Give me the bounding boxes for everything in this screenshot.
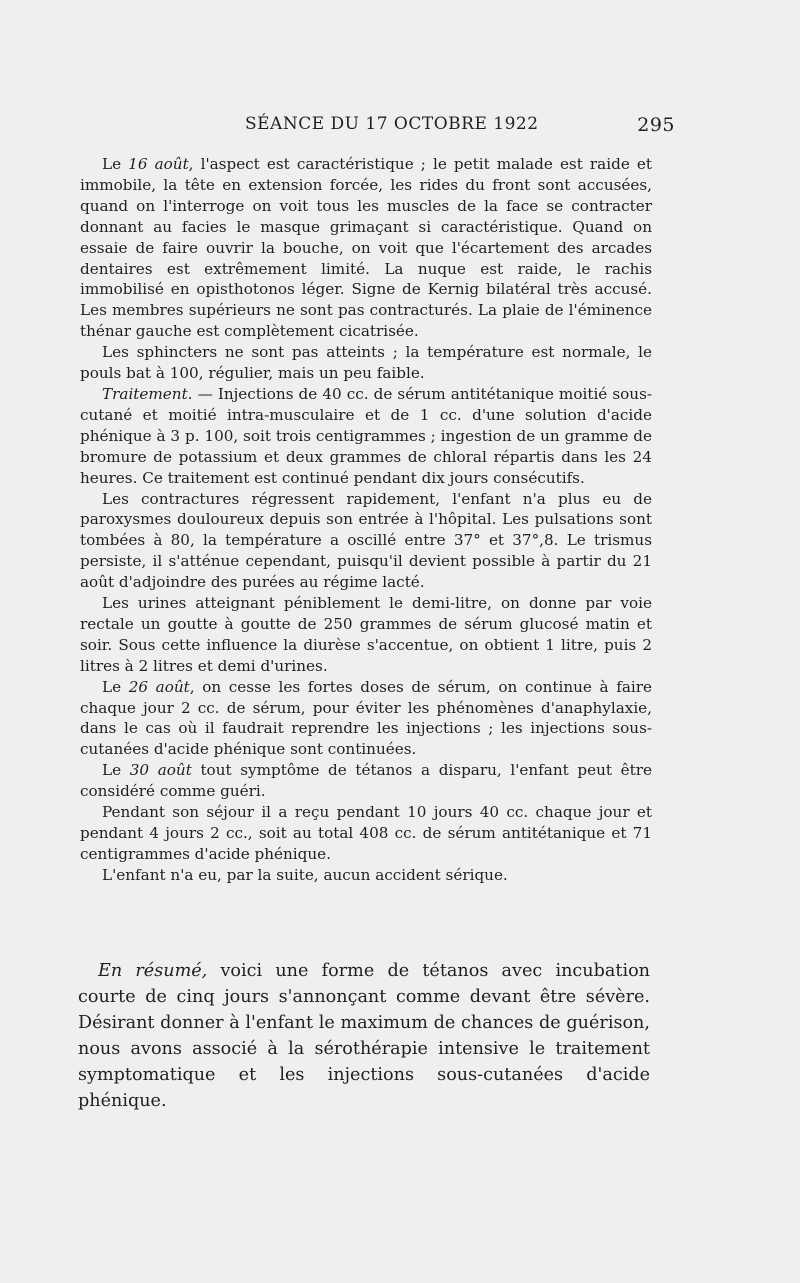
date-emphasis: 30 août [129, 761, 192, 780]
paragraph: Le 30 août tout symptôme de tétanos a disparu, l'enfant peut être considéré comme guéri. [80, 761, 652, 801]
paragraph: Les urines atteignant péniblement le demi-litre, on donne par voie rectale un goutte à goutte de 250 grammes de sérum glucosé matin et soir. Sous cette influence la diurèse s'accentue, on obtient 1 litre, puis 2 litres à 2 litres et demi d'urines. [80, 594, 652, 675]
paragraph: Pendant son séjour il a reçu pendant 10 jours 40 cc. chaque jour et pendant 4 jours 2 cc., soit au total 408 cc. de sérum antitétanique et 71 centigrammes d'acide phénique. [80, 803, 652, 863]
paragraph: Le 16 août, l'aspect est caractéristique ; le petit malade est raide et immobile, la tête en extension forcée, les rides du front sont accusées, quand on l'interroge on voit tous les muscles de la face se contracter donnant au facies le masque grimaçant si caractéristique. Quand on essaie de faire ouvrir la bouche, on voit que l'écartement des arcades dentaires est extrêmement limité. La nuque est raide, le rachis immobilisé en opisthotonos léger. Signe de Kernig bilatéral très accusé. Les membres supérieurs ne sont pas contracturés. La plaie de l'éminence thénar gauche est complètement cicatrisée. [80, 155, 652, 341]
header-title: SÉANCE DU 17 OCTOBRE 1922 [245, 114, 539, 134]
case-report-text [80, 154, 652, 886]
paragraph: Le 26 août, on cesse les fortes doses de sérum, on continue à faire chaque jour 2 cc. de sérum, pour éviter les phénomènes d'anaphylaxie, dans le cas où il faudrait reprendre les injections ; les injections sous-cutanées d'acide phénique sont continuées. [80, 677, 652, 759]
page-number: 295 [637, 114, 675, 136]
summary-text [78, 958, 650, 1114]
paragraph: L'enfant n'a eu, par la suite, aucun accident sérique. [102, 865, 508, 884]
summary-paragraph: En résumé, voici une forme de tétanos avec incubation courte de cinq jours s'annonçant comme devant être sévère. Désirant donner à l'enfant le maximum de chances de guérison, nous avons associé à la sérothérapie intensive le traitement symptomatique et les injections sous-cutanées d'acide phénique. [78, 961, 650, 1111]
date-emphasis: 16 août [128, 155, 189, 173]
section-emphasis: Traitement. [102, 384, 193, 403]
date-emphasis: 26 août [128, 677, 190, 696]
paragraph: Traitement. — Injections de 40 cc. de sérum antitétanique moitié sous-cutané et moitié intra-musculaire et de 1 cc. d'une solution d'acide phénique à 3 p. 100, soit trois centigrammes ; ingestion de un gramme de bromure de potassium et deux grammes de chloral répartis dans les 24 heures. Ce traitement est continué pendant dix jours consécutifs. [80, 384, 652, 487]
paragraph: Les contractures régressent rapidement, l'enfant n'a plus eu de paroxysmes douloureux depuis son entrée à l'hôpital. Les pulsations sont tombées à 80, la température a oscillé entre 37° et 37°,8. Le trismus persiste, il s'atténue cependant, puisqu'il devient possible à partir du 21 août d'adjoindre des purées au régime lacté. [80, 489, 652, 592]
paragraph: Les sphincters ne sont pas atteints ; la température est normale, le pouls bat à 100, régulier, mais un peu faible. [80, 343, 652, 383]
summary-emphasis: En résumé, [98, 961, 208, 981]
